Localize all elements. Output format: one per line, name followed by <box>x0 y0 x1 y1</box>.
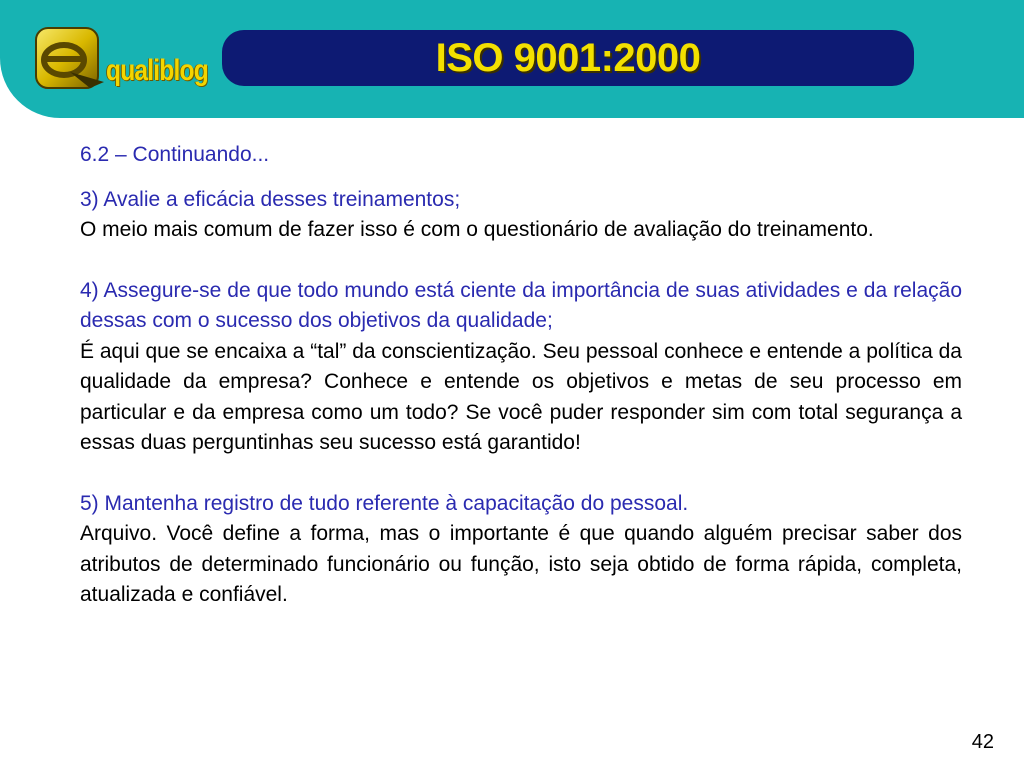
page-number: 42 <box>971 731 994 753</box>
qualiblog-logo <box>30 22 220 94</box>
item4-body: É aqui que se encaixa a “tal” da conscientização. Seu pessoal conhece e entende a política da qualidade da empresa? Conhece e entende os objetivos e metas de seu processo em particular e da empresa como um todo? Se você puder responder sim com total segurança a essas duas perguntinhas seu sucesso está garantido! <box>80 339 962 454</box>
item5-body: Arquivo. Você define a forma, mas o importante é que quando alguém precisar saber dos atributos de determinado funcionário ou função, isto seja obtido de forma rápida, completa, atualizada e confiável. <box>80 522 962 606</box>
logo-text: qualiblog <box>106 54 208 87</box>
title-banner <box>222 30 914 86</box>
item5-heading: 5) Mantenha registro de tudo referente à capacitação do pessoal. <box>80 491 689 515</box>
item3-heading: 3) Avalie a eficácia desses treinamentos; <box>80 187 461 211</box>
item4-heading: 4) Assegure-se de que todo mundo está ciente da importância de suas atividades e da relação dessas com o sucesso dos objetivos da qualidade; <box>80 278 962 332</box>
slide-content <box>80 140 962 611</box>
item3-body: O meio mais comum de fazer isso é com o questionário de avaliação do treinamento. <box>80 218 874 241</box>
section-heading: 6.2 – Continuando... <box>80 143 270 166</box>
slide-title: ISO 9001:2000 <box>435 35 701 80</box>
